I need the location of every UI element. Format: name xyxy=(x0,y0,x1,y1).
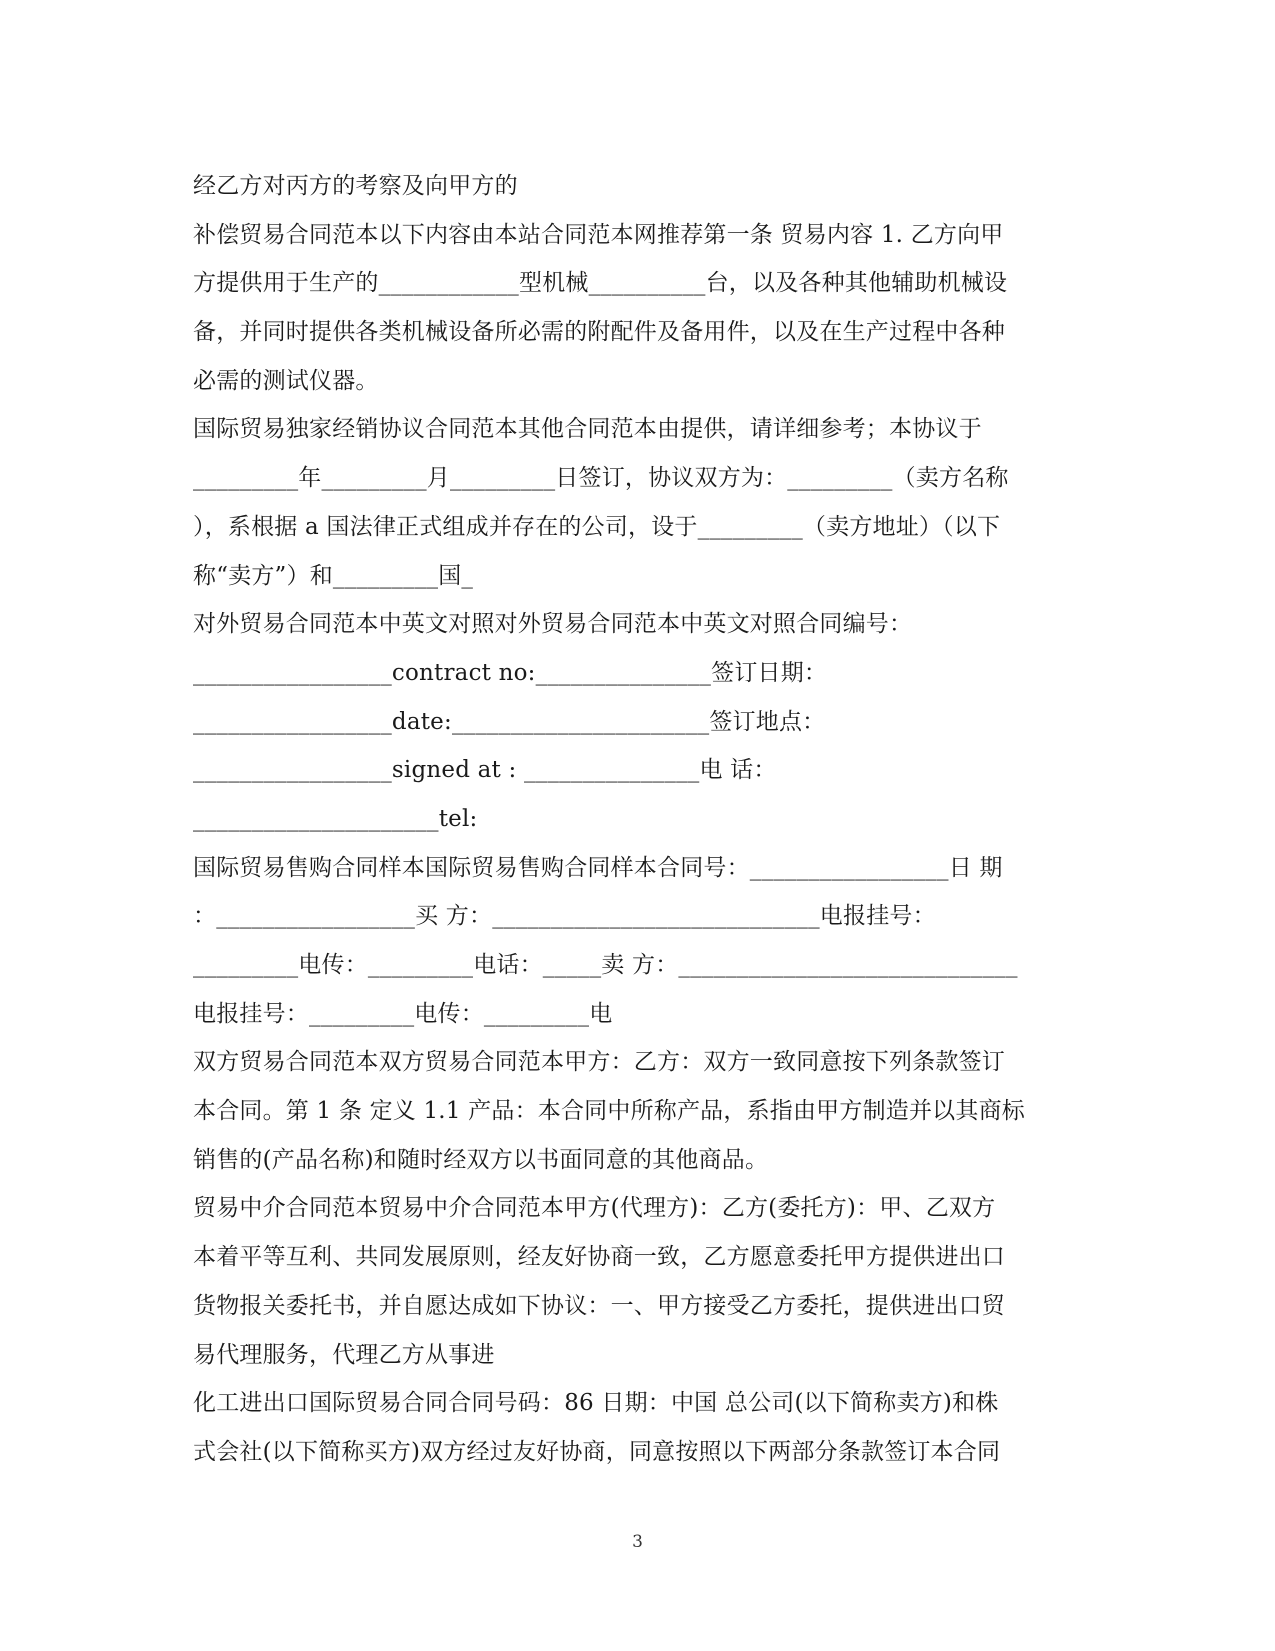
text-line: 本合同。第 1 条 定义 1.1 产品：本合同中所称产品，系指由甲方制造并以其商标 xyxy=(193,1098,1025,1125)
text-line: ：_________________买 方：____________________________电报挂号： xyxy=(193,903,936,930)
text-line: 经乙方对丙方的考察及向甲方的 xyxy=(193,173,518,199)
text-line: 本着平等互利、共同发展原则，经友好协商一致，乙方愿意委托甲方提供进出口 xyxy=(193,1244,1005,1271)
text-line: 贸易中介合同范本贸易中介合同范本甲方(代理方)：乙方(委托方)：甲、乙双方 xyxy=(193,1195,996,1222)
text-line: 销售的(产品名称)和随时经双方以书面同意的其他商品。 xyxy=(193,1146,769,1173)
text-line: 必需的测试仪器。 xyxy=(193,367,379,394)
text-line: 国际贸易独家经销协议合同范本其他合同范本由提供，请详细参考；本协议于 xyxy=(193,416,982,443)
text-line: 国际贸易售购合同样本国际贸易售购合同样本合同号：_________________日 期 xyxy=(193,854,1003,881)
text-line: 方提供用于生产的____________型机械__________台，以及各种其他辅助机械设 xyxy=(193,270,1008,297)
text-line: 式会社(以下简称买方)双方经过友好协商，同意按照以下两部分条款签订本合同 xyxy=(193,1438,1001,1465)
text-line: 货物报关委托书，并自愿达成如下协议：一、甲方接受乙方委托，提供进出口贸 xyxy=(193,1292,1005,1319)
text-line: 称“卖方”）和_________国_ xyxy=(193,562,474,589)
text-line: _________________date:______________________签订地点： xyxy=(193,708,826,735)
document-body xyxy=(193,162,1083,1477)
text-line: _________年_________月_________日签订，协议双方为：_________（卖方名称 xyxy=(193,465,1009,492)
text-line: _________电传：_________电话：_____卖 方：_____________________________ xyxy=(193,952,1018,978)
text-line: ），系根据 a 国法律正式组成并存在的公司，设于_________（卖方地址）（以下 xyxy=(193,513,1001,540)
text-line: 补偿贸易合同范本以下内容由本站合同范本网推荐第一条 贸易内容 1. 乙方向甲 xyxy=(193,221,1004,248)
text-line: 化工进出口国际贸易合同合同号码：86 日期：中国 总公司(以下简称卖方)和株 xyxy=(193,1390,999,1417)
text-line: 备，并同时提供各类机械设备所必需的附配件及备用件，以及在生产过程中各种 xyxy=(193,319,1005,346)
text-line: 双方贸易合同范本双方贸易合同范本甲方：乙方：双方一致同意按下列条款签订 xyxy=(193,1049,1005,1076)
text-line: _________________contract no:_______________签订日期： xyxy=(193,659,828,686)
text-line: 易代理服务，代理乙方从事进 xyxy=(193,1341,495,1368)
text-line: _____________________tel: xyxy=(193,805,478,832)
text-line: _________________signed at : _______________电 话： xyxy=(193,757,777,784)
text-line: 电报挂号：_________电传：_________电 xyxy=(193,1000,613,1027)
text-line: 对外贸易合同范本中英文对照对外贸易合同范本中英文对照合同编号： xyxy=(193,611,913,638)
page-number: 3 xyxy=(632,1532,643,1552)
